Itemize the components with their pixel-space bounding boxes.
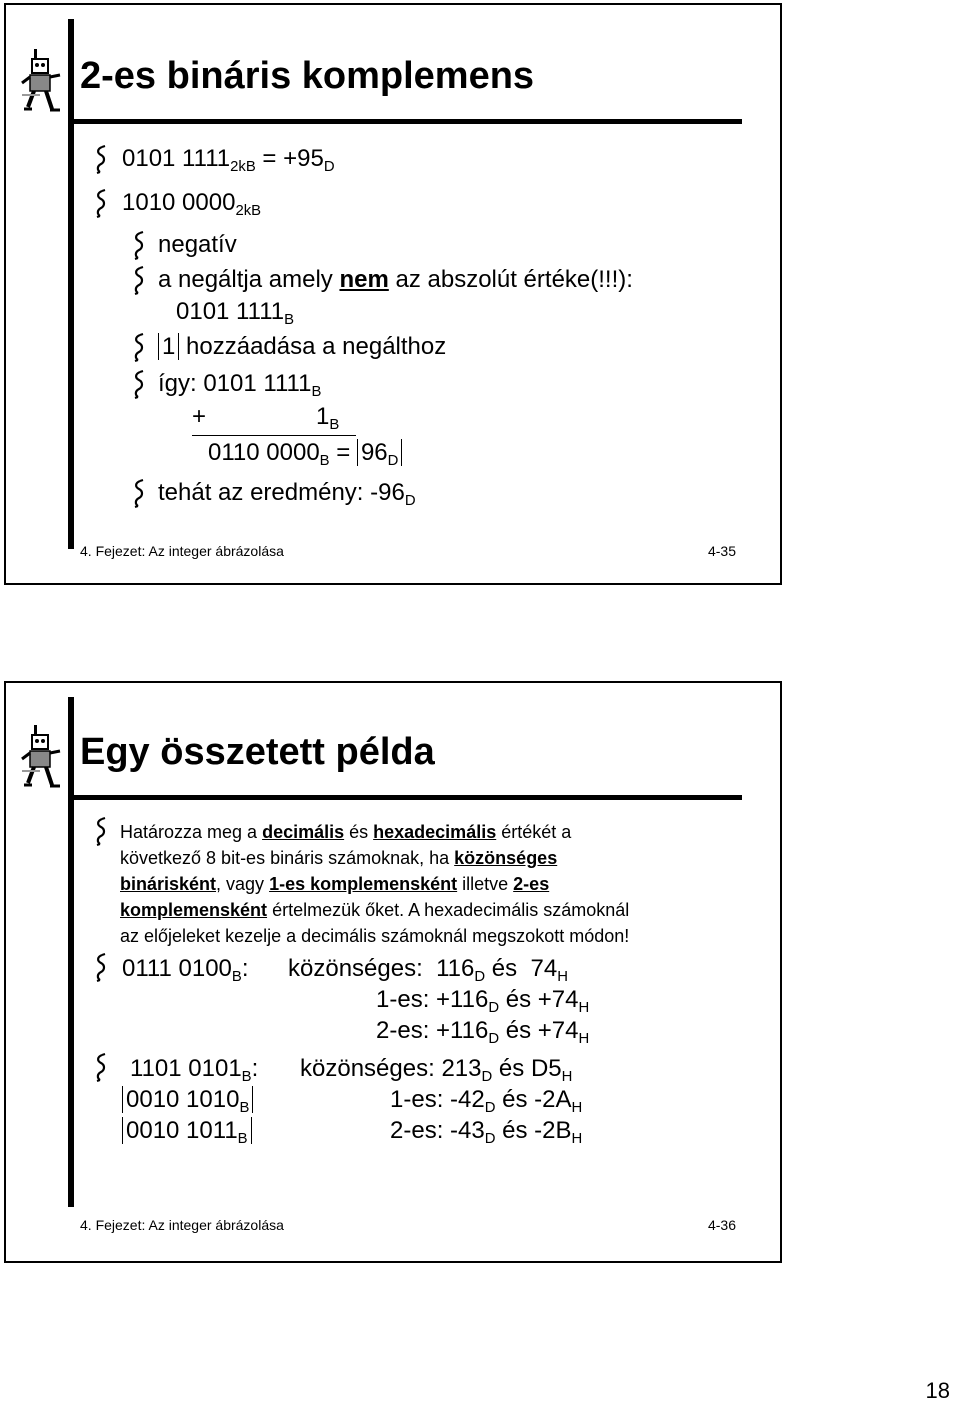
text: illetve (457, 874, 514, 894)
boxed-value (122, 1117, 252, 1148)
bullet-line-2 (122, 189, 262, 220)
conjunction: és (502, 1117, 528, 1144)
slide-4-36 (4, 681, 782, 1263)
example2-row-kozonseges (300, 1055, 573, 1086)
decimal-value: +116 (436, 986, 489, 1013)
scroll-bullet-icon (132, 333, 146, 363)
sub-bullet-hozzaadasa (158, 333, 446, 361)
task-paragraph (120, 819, 629, 949)
addend (316, 403, 340, 434)
value: 1 (316, 403, 330, 430)
subscript: H (561, 1069, 573, 1086)
page-number: 18 (925, 1378, 950, 1403)
scroll-bullet-icon (132, 370, 146, 400)
footer-slide-number: 4-35 (707, 543, 736, 559)
hex-value: 74 (530, 955, 558, 982)
para-line-1 (120, 819, 629, 845)
value: 0110 0000 (208, 439, 320, 466)
sub-bullet-tehat (158, 479, 416, 510)
value: 1010 0000 (122, 189, 236, 216)
text: hozzáadása a negálthoz (179, 333, 447, 360)
decimal-value: 213 (441, 1055, 482, 1082)
hex-value: +74 (537, 986, 579, 1013)
subscript: D (488, 1000, 500, 1017)
emphasis: nem (339, 266, 389, 293)
value: 0101 1111 (122, 145, 231, 172)
example2-ones-complement (122, 1086, 253, 1117)
scroll-bullet-icon (94, 1053, 108, 1083)
label: 1-es: (376, 986, 430, 1013)
subscript: B (241, 1069, 252, 1086)
hex-value: -2B (534, 1117, 572, 1144)
subscript: B (311, 384, 322, 401)
hex-value: -2A (534, 1086, 572, 1113)
conjunction: és (498, 1055, 525, 1082)
subscript: B (239, 1100, 250, 1117)
subscript: D (404, 493, 416, 510)
value: 0111 0100 (122, 955, 232, 982)
example2-value (130, 1055, 259, 1086)
subscript: D (474, 969, 486, 986)
scroll-bullet-icon (132, 266, 146, 296)
emphasis: decimális (262, 822, 345, 842)
subscript: D (484, 1131, 496, 1148)
subscript: D (323, 159, 335, 176)
boxed-value: 1 (158, 333, 179, 360)
para-line-5 (120, 923, 629, 949)
para-line-2 (120, 845, 629, 871)
plus-sign: + (192, 403, 207, 430)
slide-title: Egy összetett példa (80, 731, 435, 773)
subscript: B (284, 312, 295, 329)
decimal-value: -42 (450, 1086, 485, 1113)
slide-title-rule (68, 119, 742, 124)
sub-bullet-negativ: negatív (158, 231, 237, 258)
text: tehát az eredmény: -96 (158, 479, 405, 506)
subscript: H (557, 969, 568, 986)
text: a negáltja amely (158, 266, 340, 293)
slide-title: 2-es bináris komplemens (80, 55, 535, 97)
text: értelmezük őket. A hexadecimális számoknál (267, 900, 630, 920)
decimal-value: -43 (450, 1117, 485, 1144)
example1-value (122, 955, 249, 986)
emphasis: komplemensként (120, 900, 268, 920)
conjunction: és (502, 1086, 528, 1113)
subscript: H (578, 1000, 590, 1017)
slide-title-rule (68, 795, 742, 800)
colon: : (241, 955, 249, 982)
slide-4-35 (4, 3, 782, 585)
label: közönséges: (300, 1055, 435, 1082)
sub-bullet-igy (158, 370, 322, 401)
scroll-bullet-icon (132, 231, 146, 261)
value: 0101 1111 (176, 298, 285, 325)
footer-chapter: 4. Fejezet: Az integer ábrázolása (80, 1217, 284, 1233)
addition-row (192, 403, 356, 436)
equals: = (329, 439, 357, 466)
negalt-value (176, 298, 295, 329)
slide-vertical-rule (68, 19, 74, 549)
value: 0010 1010 (126, 1086, 240, 1113)
subscript: D (484, 1100, 496, 1117)
footer-slide-number: 4-36 (707, 1217, 736, 1233)
label: 2-es: (390, 1117, 444, 1144)
scroll-bullet-icon (94, 953, 108, 983)
subscript: B (237, 1131, 248, 1148)
subscript: B (319, 453, 330, 470)
text: , vagy (216, 874, 270, 894)
label: 2-es: (376, 1017, 430, 1044)
hex-value: +74 (537, 1017, 579, 1044)
bullet-line-1 (122, 145, 335, 176)
text: így: 0101 1111 (158, 370, 312, 397)
example1-row-1es (376, 986, 590, 1017)
emphasis: közönséges (454, 848, 558, 868)
subscript: 2kB (230, 159, 256, 176)
value: = +95 (255, 145, 324, 172)
example2-row-1es (390, 1086, 583, 1117)
subscript: D (387, 453, 399, 470)
scroll-bullet-icon (94, 817, 108, 847)
example1-row-2es (376, 1017, 590, 1048)
para-line-3 (120, 871, 629, 897)
label: közönséges: (288, 955, 423, 982)
conjunction: és (505, 1017, 532, 1044)
subscript: B (231, 969, 242, 986)
robot-figure-logo-icon (20, 723, 66, 789)
robot-figure-logo-icon (20, 47, 66, 113)
decimal-value: +116 (436, 1017, 489, 1044)
scroll-bullet-icon (132, 479, 146, 509)
boxed-value (357, 439, 402, 470)
sub-bullet-negalt (158, 266, 633, 294)
conjunction: és (505, 986, 532, 1013)
conjunction: és (491, 955, 518, 982)
label: 1-es: (390, 1086, 444, 1113)
slide-vertical-rule (68, 697, 74, 1207)
text: értékét a (496, 822, 572, 842)
emphasis: 2-es (513, 874, 550, 894)
emphasis: 1-es komplemensként (269, 874, 458, 894)
text: Határozza meg a (120, 822, 263, 842)
subscript: H (578, 1031, 590, 1048)
value: 96 (360, 439, 388, 466)
text: következő 8 bit-es bináris számoknak, ha (120, 848, 455, 868)
colon: : (251, 1055, 259, 1082)
value: 0010 1011 (126, 1117, 238, 1144)
para-line-4 (120, 897, 629, 923)
addition-result (208, 439, 402, 470)
subscript: B (329, 417, 340, 434)
decimal-value: 116 (436, 955, 475, 982)
subscript: D (488, 1031, 500, 1048)
example1-row-kozonseges (288, 955, 568, 986)
footer-chapter: 4. Fejezet: Az integer ábrázolása (80, 543, 284, 559)
emphasis: hexadecimális (373, 822, 497, 842)
value: 1101 0101 (130, 1055, 242, 1082)
scroll-bullet-icon (94, 145, 108, 175)
hex-value: D5 (530, 1055, 562, 1082)
example2-twos-complement (122, 1117, 252, 1148)
scroll-bullet-icon (94, 189, 108, 219)
emphasis: binárisként (120, 874, 217, 894)
text: és (344, 822, 374, 842)
subscript: H (571, 1100, 583, 1117)
subscript: 2kB (235, 203, 262, 220)
text: az abszolút értéke(!!!): (388, 266, 633, 293)
subscript: D (481, 1069, 493, 1086)
text: az előjeleket kezelje a decimális számoknál megszokott módon! (120, 926, 630, 946)
boxed-value (122, 1086, 253, 1117)
example2-row-2es (390, 1117, 583, 1148)
subscript: H (571, 1131, 583, 1148)
